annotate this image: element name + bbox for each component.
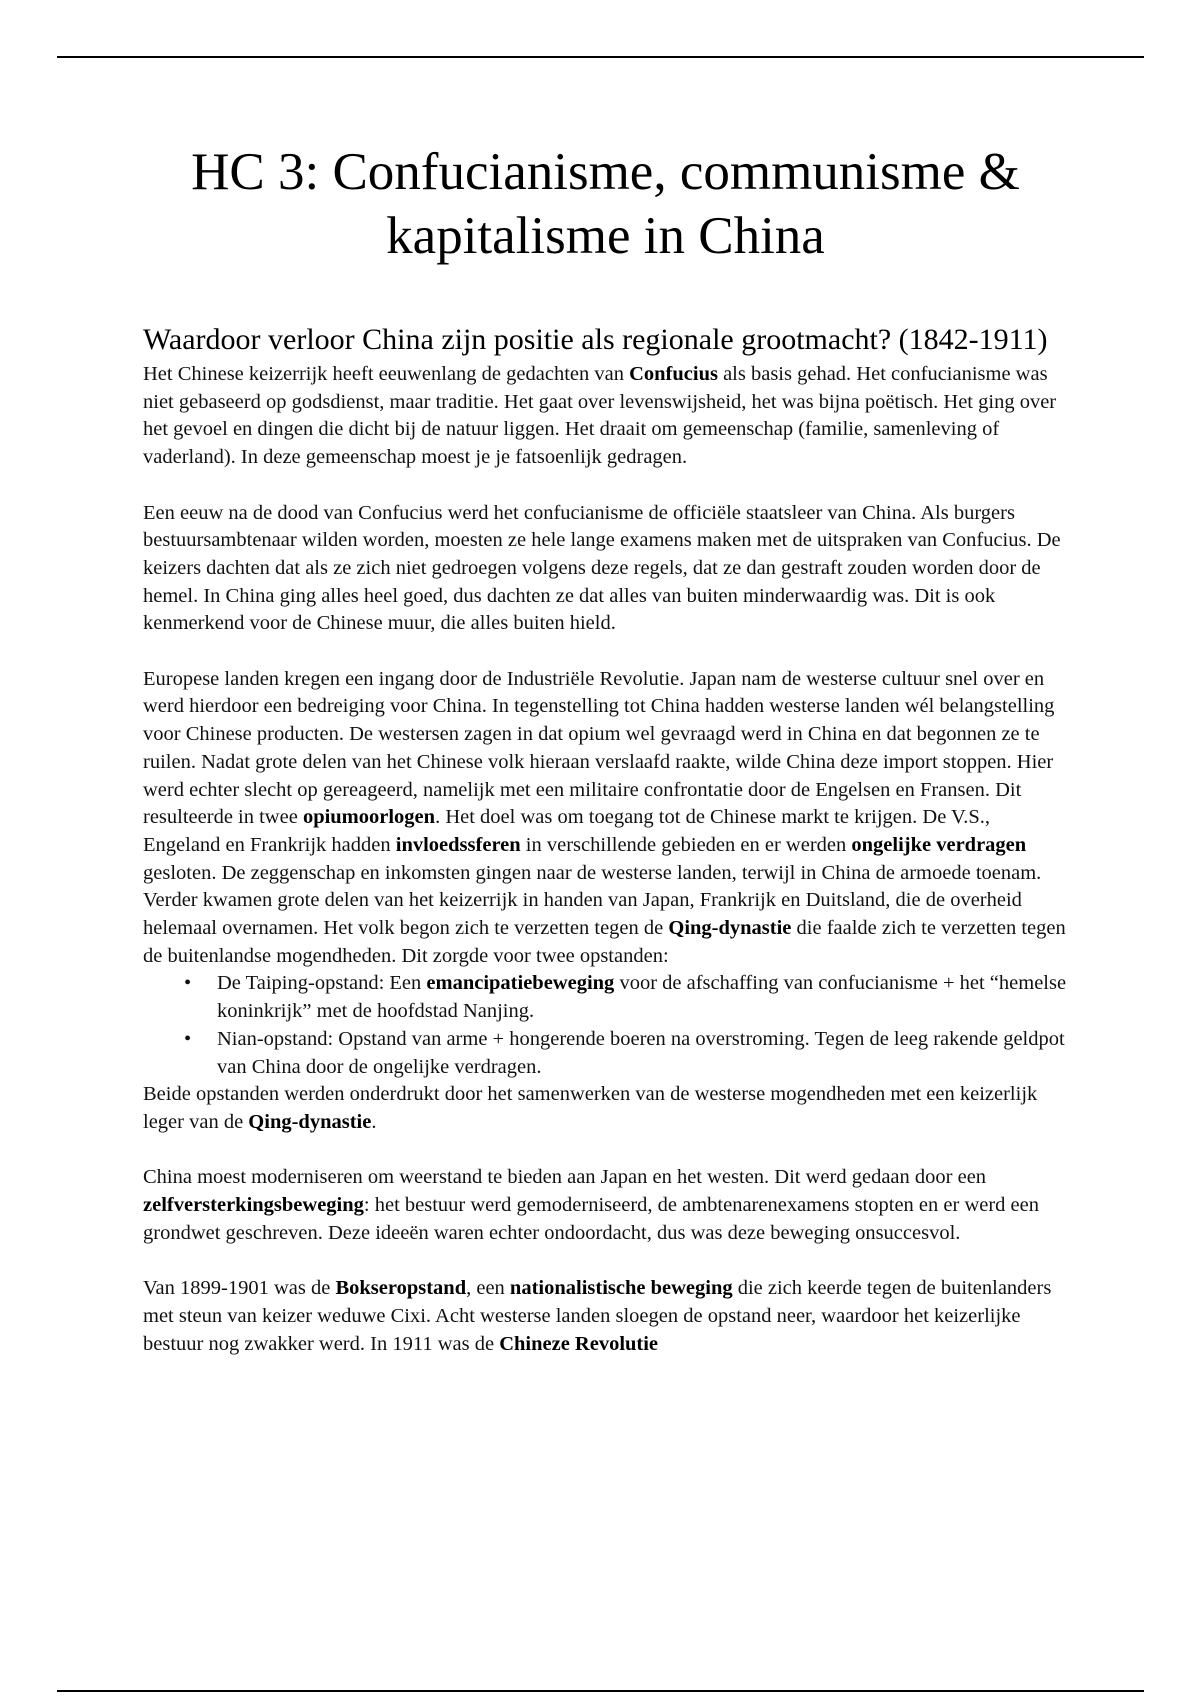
bottom-rule <box>57 1690 1144 1692</box>
paragraph-onderdrukt: Beide opstanden werden onderdrukt door het samenwerken van de westerse mogendheden met een keizerlijk leger van de Qing-dynastie. <box>143 1083 1038 1133</box>
term-zelfversterkingsbeweging: zelfversterkingsbeweging <box>143 1194 364 1217</box>
paragraph-bokseropstand: Van 1899-1901 was de Bokseropstand, een nationalistische beweging die zich keerde tegen de buitenlanders met steun van keizer weduwe Cixi. Acht westerse landen sloegen de opstand neer, waardoor het keizerlijke bestuur nog zwakker werd. In 1911 was de Chineze Revolutie <box>143 1277 1052 1355</box>
bullet-marker: • <box>184 1027 192 1050</box>
list-item: • De Taiping-opstand: Een emancipatiebeweging voor de afschaffing van confucianisme + het “hemelse koninkrijk” met de hoofdstad Nanjing. <box>184 972 1067 1023</box>
term-qing-dynastie: Qing-dynastie <box>248 1110 372 1133</box>
term-bokseropstand: Bokseropstand <box>335 1277 467 1300</box>
document-page <box>143 140 1068 1358</box>
bullet-marker: • <box>184 972 192 995</box>
term-emancipatiebeweging: emancipatiebeweging <box>426 972 615 995</box>
list-item: • Nian-opstand: Opstand van arme + hongerende boeren na overstroming. Tegen de leeg rakende geldpot van China door de ongelijke verdragen. <box>184 1027 1065 1078</box>
document-title: HC 3: Confucianisme, communisme & kapitalisme in China <box>191 143 1020 265</box>
paragraph-moderniseren: China moest moderniseren om weerstand te bieden aan Japan en het westen. Dit werd gedaan door een zelfversterkingsbeweging: het bestuur werd gemoderniseerd, de ambtenarenexamens stopten en er werd een grondwet geschreven. Deze ideeën waren echter ondoordacht, dus was deze beweging onsuccesvol. <box>143 1166 1039 1244</box>
paragraph-confucius: Het Chinese keizerrijk heeft eeuwenlang de gedachten van Confucius als basis gehad. Het confucianisme was niet gebaseerd op godsdienst, maar traditie. Het gaat over levenswijsheid, het was bijna poëtisch. Het ging over het gevoel en dingen die dicht bij de natuur liggen. Het draait om gemeenschap (familie, samenleving of vaderland). In deze gemeenschap moest je je fatsoenlijk gedragen. <box>143 363 1057 469</box>
term-opiumoorlogen: opiumoorlogen <box>302 806 436 829</box>
bullet-list-opstanden <box>143 970 1068 1081</box>
term-invloedssferen: invloedssferen <box>395 833 521 856</box>
paragraph-staatsleer: Een eeuw na de dood van Confucius werd het confucianisme de officiële staatsleer van China. Als burgers bestuursambtenaar wilden worden, moesten ze hele lange examens maken met de uitspraken van Confucius. De keizers dachten dat als ze zich niet gedroegen volgens deze regels, dat ze dan gestraft zouden worden door de hemel. In China ging alles heel goed, dus dachten ze dat alles van buiten minderwaardig was. Dit is ook kenmerkend voor de Chinese muur, die alles buiten hield. <box>143 501 1061 635</box>
paragraph-opium: Europese landen kregen een ingang door de Industriële Revolutie. Japan nam de westerse cultuur snel over en werd hierdoor een bedreiging voor China. In tegenstelling tot China hadden westerse landen wél belangstelling voor Chinese producten. De westersen zagen in dat opium wel gevraagd werd in China en dat begonnen ze te ruilen. Nadat grote delen van het Chinese volk hieraan verslaafd raakte, wilde China deze import stoppen. Hier werd echter slecht op gereageerd, namelijk met een militaire confrontatie door de Engelsen en Fransen. Dit resulteerde in twee opiumoorlogen. Het doel was om toegang tot de Chinese markt te krijgen. De V.S., Engeland en Frankrijk hadden invloedssferen in verschillende gebieden en er werden ongelijke verdragen gesloten. De zeggenschap en inkomsten gingen naar de westerse landen, terwijl in China de armoede toenam. Verder kwamen grote delen van het keizerrijk in handen van Japan, Frankrijk en Duitsland, die de overheid helemaal overnamen. Het volk begon zich te verzetten tegen de Qing-dynastie die faalde zich te verzetten tegen de buitenlandse mogendheden. Dit zorgde voor twee opstanden: <box>143 667 1066 967</box>
term-ongelijke-verdragen: ongelijke verdragen <box>851 833 1027 856</box>
term-chineze-revolutie: Chineze Revolutie <box>499 1332 659 1355</box>
term-nationalistische-beweging: nationalistische beweging <box>509 1277 733 1300</box>
document-body <box>143 361 1068 1358</box>
section-heading: Waardoor verloor China zijn positie als regionale grootmacht? (1842-1911) <box>143 323 1048 356</box>
term-confucius: Confucius <box>629 363 718 385</box>
top-rule <box>57 56 1144 58</box>
term-qing-dynastie: Qing-dynastie <box>668 917 792 940</box>
